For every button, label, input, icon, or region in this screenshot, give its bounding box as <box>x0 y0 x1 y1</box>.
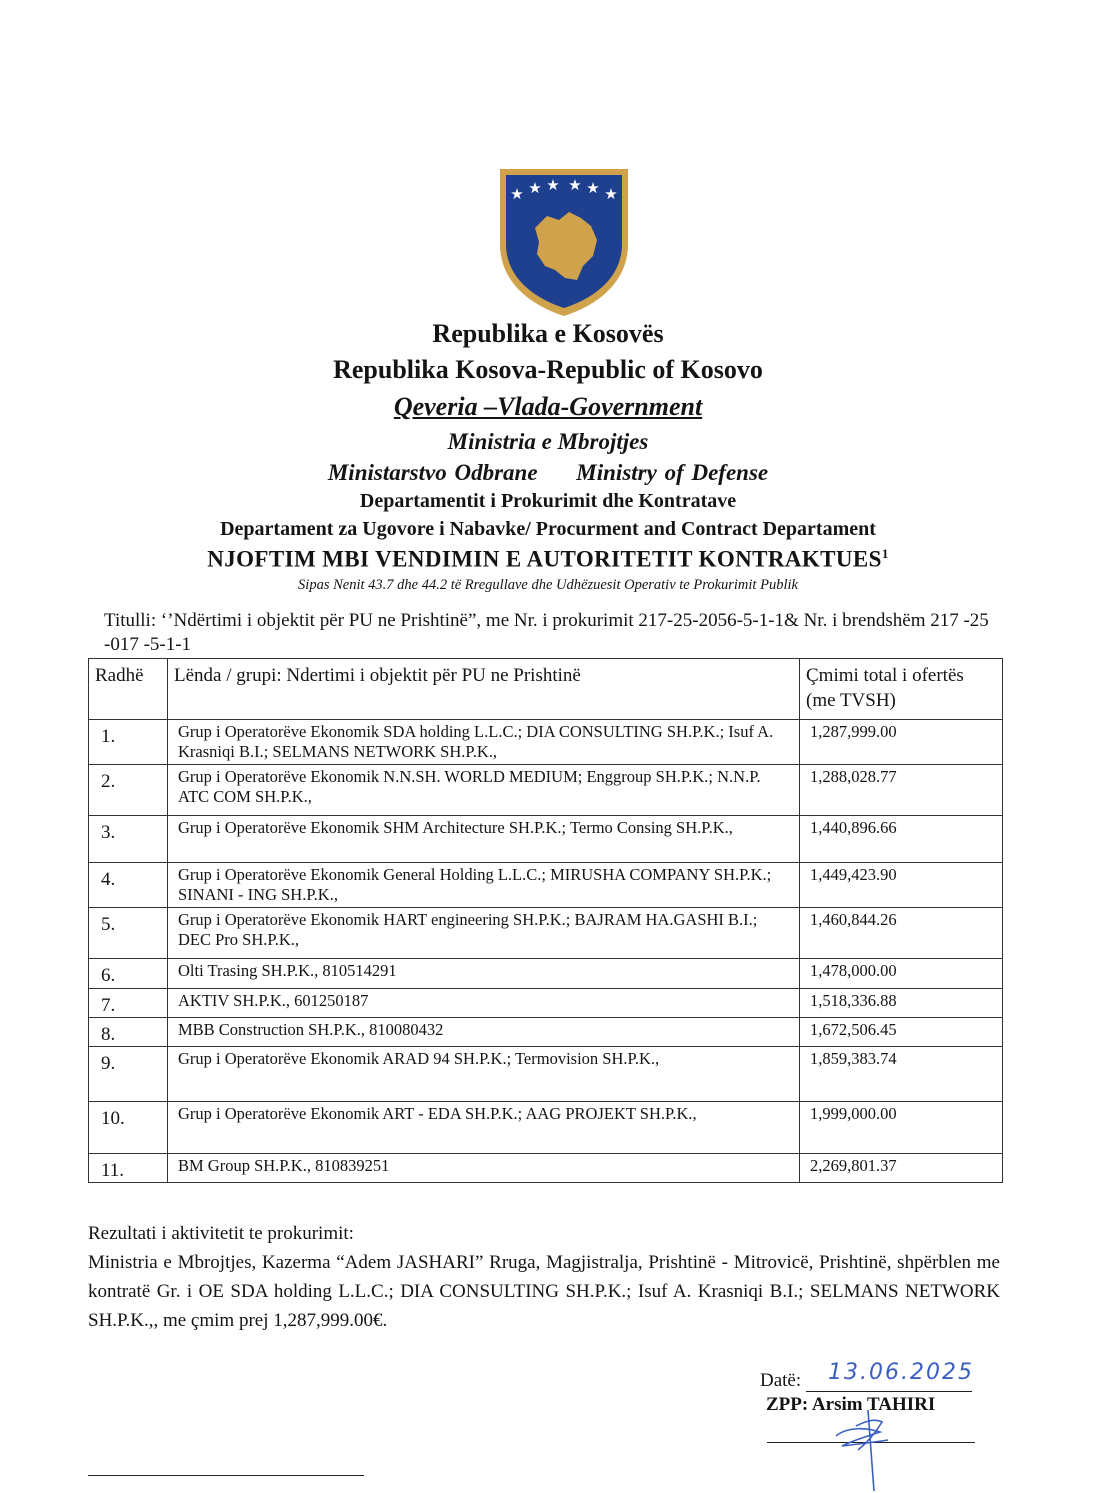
header-ministry-sq: Ministria e Mbrojtjes <box>447 429 649 454</box>
notice-title <box>0 546 1096 573</box>
table-row <box>89 863 1003 908</box>
svg-text:★: ★ <box>510 185 524 203</box>
bidder-name: Grup i Operatorëve Ekonomik N.N.SH. WORLD MEDIUM; Enggroup SH.P.K.; N.N.P. ATC COM SH.P.K., <box>168 765 800 816</box>
row-number: 9. <box>89 1047 168 1102</box>
bidder-name: Grup i Operatorëve Ekonomik General Holding L.L.C.; MIRUSHA COMPANY SH.P.K.; SINANI - ING SH.P.K., <box>168 863 800 908</box>
date-label: Datë: <box>760 1370 802 1391</box>
bids-table <box>88 658 1003 1183</box>
table-row <box>89 1154 1003 1183</box>
header-government <box>0 392 1096 422</box>
bid-price: 1,672,506.45 <box>800 1018 1003 1047</box>
header-department-sr-en: Departament za Ugovore i Nabavke/ Procurment and Contract Departament <box>220 518 876 540</box>
bid-price: 1,518,336.88 <box>800 989 1003 1018</box>
row-number: 2. <box>89 765 168 816</box>
header-ministry-sr-en <box>0 460 1096 486</box>
result-text: Ministria e Mbrojtjes, Kazerma “Adem JASHARI” Rruga, Magjistralja, Prishtinë - Mitrovicë, Prishtinë, shpërblen me kontratë Gr. i OE SDA holding L.L.C.; DIA CONSULTING SH.P.K.; Isuf A. Krasniqi B.I.; SELMANS NETWORK SH.P.K.,, me çmim prej 1,287,999.00€. <box>88 1252 1000 1331</box>
notice-title-text: NJOFTIM MBI VENDIMIN E AUTORITETIT KONTRAKTUES <box>207 546 882 572</box>
table-row <box>89 1102 1003 1154</box>
handwritten-date: 13.06.2025 <box>828 1360 974 1385</box>
bid-price: 1,460,844.26 <box>800 908 1003 959</box>
header-ministry-en: Ministry of Defense <box>576 460 769 485</box>
bidder-name: Grup i Operatorëve Ekonomik ARAD 94 SH.P.K.; Termovision SH.P.K., <box>168 1047 800 1102</box>
date-underline <box>806 1391 972 1392</box>
header-department-sq: Departamentit i Prokurimit dhe Kontratave <box>359 490 737 512</box>
row-number: 5. <box>89 908 168 959</box>
bidder-name: MBB Construction SH.P.K., 810080432 <box>168 1018 800 1047</box>
svg-text:★: ★ <box>586 179 600 197</box>
procurement-result <box>88 1219 1000 1335</box>
signatory-name: ZPP: Arsim TAHIRI <box>766 1394 936 1415</box>
bid-price: 1,999,000.00 <box>800 1102 1003 1154</box>
row-number: 1. <box>89 720 168 765</box>
table-row <box>89 989 1003 1018</box>
bid-price: 1,287,999.00 <box>800 720 1003 765</box>
table-row <box>89 959 1003 989</box>
col-header-price: Çmimi total i ofertës (me TVSH) <box>800 659 1003 720</box>
col-header-rank: Radhë <box>89 659 168 720</box>
bid-price: 1,478,000.00 <box>800 959 1003 989</box>
header-ministry-sr: Ministarstvo Odbrane <box>327 460 538 485</box>
signature-icon <box>828 1396 908 1493</box>
header-country-multilang: Republika Kosova-Republic of Kosovo <box>333 355 763 384</box>
header-government-text: Qeveria –Vlada-Government <box>393 392 703 421</box>
result-heading: Rezultati i aktivitetit te prokurimit: <box>88 1223 354 1244</box>
row-number: 7. <box>89 989 168 1018</box>
row-number: 11. <box>89 1154 168 1183</box>
table-row <box>89 816 1003 863</box>
bidder-name: Grup i Operatorëve Ekonomik SDA holding L.L.C.; DIA CONSULTING SH.P.K.; Isuf A. Krasniqi B.I.; SELMANS NETWORK SH.P.K., <box>168 720 800 765</box>
svg-text:★: ★ <box>568 176 582 194</box>
table-row <box>89 908 1003 959</box>
table-header-row <box>89 659 1003 720</box>
row-number: 10. <box>89 1102 168 1154</box>
col-header-subject: Lënda / grupi: Ndertimi i objektit për PU ne Prishtinë <box>168 659 800 720</box>
row-number: 6. <box>89 959 168 989</box>
table-row <box>89 720 1003 765</box>
bidder-name: Grup i Operatorëve Ekonomik HART engineering SH.P.K.; BAJRAM HA.GASHI B.I.; DEC Pro SH.P.K., <box>168 908 800 959</box>
footnote-marker: 1 <box>881 546 889 561</box>
svg-text:★: ★ <box>604 185 618 203</box>
table-row <box>89 1047 1003 1102</box>
bid-price: 2,269,801.37 <box>800 1154 1003 1183</box>
row-number: 4. <box>89 863 168 908</box>
bid-price: 1,440,896.66 <box>800 816 1003 863</box>
bid-price: 1,288,028.77 <box>800 765 1003 816</box>
table-row <box>89 765 1003 816</box>
svg-text:★: ★ <box>528 179 542 197</box>
kosovo-emblem-icon <box>497 166 631 318</box>
bid-price: 1,449,423.90 <box>800 863 1003 908</box>
legal-basis: Sipas Nenit 43.7 dhe 44.2 të Rregullave dhe Udhëzuesit Operativ te Prokurimit Publik <box>298 577 798 593</box>
bidder-name: Grup i Operatorëve Ekonomik ART - EDA SH.P.K.; AAG PROJEKT SH.P.K., <box>168 1102 800 1154</box>
table-row <box>89 1018 1003 1047</box>
row-number: 8. <box>89 1018 168 1047</box>
bidder-name: AKTIV SH.P.K., 601250187 <box>168 989 800 1018</box>
header-country-sq: Republika e Kosovës <box>432 319 664 348</box>
row-number: 3. <box>89 816 168 863</box>
bidder-name: Grup i Operatorëve Ekonomik SHM Architecture SH.P.K.; Termo Consing SH.P.K., <box>168 816 800 863</box>
procurement-title: Titulli: ‘’Ndërtimi i objektit për PU ne Prishtinë”, me Nr. i prokurimit 217-25-2056-5-1-1& Nr. i brendshëm 217 -25 -017 -5-1-1 <box>104 610 989 655</box>
footnote-separator <box>88 1475 364 1476</box>
bidder-name: BM Group SH.P.K., 810839251 <box>168 1154 800 1183</box>
bid-price: 1,859,383.74 <box>800 1047 1003 1102</box>
svg-text:★: ★ <box>546 176 560 194</box>
bidder-name: Olti Trasing SH.P.K., 810514291 <box>168 959 800 989</box>
